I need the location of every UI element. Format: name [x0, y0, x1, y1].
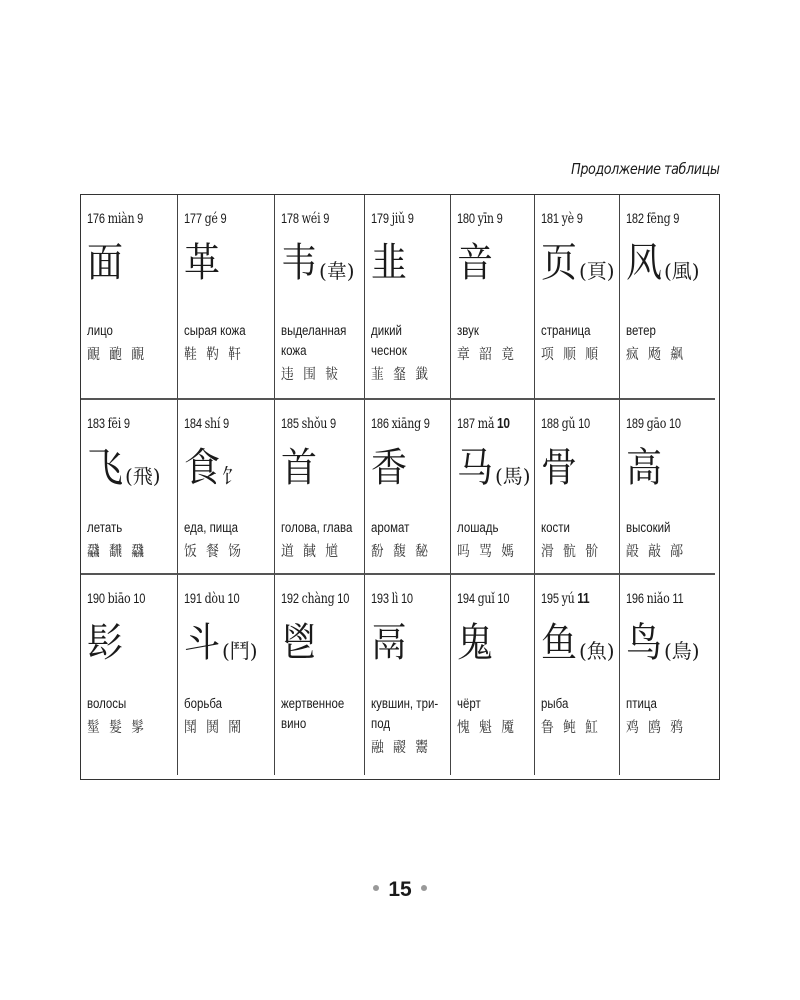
radical-variant: (鬥)	[222, 639, 258, 663]
radical-variant: (鳥)	[664, 639, 700, 663]
meaning-line: звук	[457, 323, 479, 338]
stroke-count: 9	[673, 211, 680, 226]
radical-number: 195	[541, 591, 559, 606]
stroke-count: 11	[577, 591, 590, 607]
radical-number: 186	[371, 416, 389, 431]
radical-variant: (飛)	[125, 464, 161, 488]
radical-header	[626, 416, 699, 432]
stroke-count: 11	[672, 591, 684, 606]
radical-header	[87, 416, 161, 432]
radical-number: 182	[626, 211, 644, 226]
radical-glyph-group	[184, 613, 274, 665]
radical-header	[371, 211, 436, 227]
table-cell	[275, 195, 365, 400]
meaning-line: жертвенное	[281, 696, 345, 711]
stroke-count: 9	[220, 211, 227, 226]
radical-pinyin: shǒu	[301, 416, 328, 432]
derived-characters: 疯 飏 飙	[626, 347, 686, 363]
meaning-line: голова, глава	[281, 520, 353, 535]
radical-glyph-group	[281, 613, 364, 665]
radical-character: 鸟	[626, 620, 662, 666]
radical-glyph-group	[281, 438, 364, 490]
radical-number: 193	[371, 591, 389, 606]
radical-variant: (魚)	[579, 639, 615, 663]
stroke-count: 9	[496, 211, 503, 226]
radical-character: 斗	[184, 620, 220, 666]
radical-number: 189	[626, 416, 644, 431]
radical-pinyin: lì	[391, 591, 399, 607]
radical-number: 179	[371, 211, 389, 226]
table-cell	[365, 400, 451, 575]
radical-glyph-group	[184, 233, 274, 285]
radical-character: 髟	[87, 620, 123, 666]
meaning-line: волосы	[87, 696, 127, 711]
radical-character: 页	[541, 240, 577, 286]
stroke-count: 10	[227, 591, 240, 606]
radical-header	[541, 591, 605, 607]
table-cell	[365, 195, 451, 400]
radical-header	[371, 416, 436, 432]
radical-meaning	[281, 321, 365, 361]
radical-pinyin: chàng	[301, 591, 335, 607]
radical-number: 177	[184, 211, 202, 226]
radical-character: 高	[626, 445, 662, 491]
radical-pinyin: fēng	[646, 211, 671, 227]
meaning-line: аромат	[371, 520, 410, 535]
radical-header	[184, 416, 258, 432]
radical-glyph-group	[626, 233, 715, 285]
radical-character: 骨	[541, 445, 577, 491]
radical-number: 183	[87, 416, 105, 431]
radical-glyph-group	[626, 613, 715, 665]
meaning-line: выделанная	[281, 323, 347, 338]
radical-pinyin: gāo	[646, 416, 667, 432]
radical-glyph-group	[87, 613, 177, 665]
radical-meaning	[87, 694, 178, 714]
radical-header	[626, 211, 699, 227]
table-continuation-caption: Продолжение таблицы	[570, 160, 719, 178]
radical-meaning	[457, 321, 535, 341]
derived-characters: 道 馘 馗	[281, 544, 341, 560]
radical-number: 194	[457, 591, 475, 606]
radical-header	[281, 416, 349, 432]
bullet-dot-icon	[421, 885, 427, 891]
stroke-count: 9	[407, 211, 414, 226]
radical-meaning	[541, 321, 620, 341]
derived-characters: 融 鬷 鬻	[371, 740, 431, 756]
radical-header	[541, 416, 605, 432]
radical-pinyin: xiāng	[391, 416, 421, 432]
table-cell	[535, 195, 620, 400]
meaning-line: еда, пища	[184, 520, 239, 535]
radical-character: 鬯	[281, 620, 317, 666]
radical-number: 191	[184, 591, 202, 606]
radical-character: 风	[626, 240, 662, 286]
radical-glyph-group	[371, 613, 450, 665]
radical-character: 鬲	[371, 620, 407, 666]
radical-meaning	[184, 694, 275, 714]
radical-meaning	[626, 518, 715, 538]
radical-glyph-group	[371, 438, 450, 490]
derived-characters: 馚 馥 馝	[371, 544, 431, 560]
stroke-count: 10	[133, 591, 146, 606]
radical-pinyin: shí	[204, 416, 221, 432]
radical-number: 190	[87, 591, 105, 606]
stroke-count: 9	[323, 211, 330, 226]
radical-character: 食	[184, 445, 220, 491]
radical-header	[184, 211, 258, 227]
table-cell	[178, 195, 275, 400]
radical-header	[184, 591, 258, 607]
stroke-count: 10	[400, 591, 413, 606]
stroke-count: 9	[423, 416, 430, 431]
radical-glyph-group	[541, 233, 619, 285]
radical-character: 鱼	[541, 620, 577, 666]
radical-meaning	[626, 694, 715, 714]
radical-pinyin: fēi	[107, 416, 122, 432]
radicals-table	[80, 194, 720, 780]
radical-variant: (風)	[664, 259, 700, 283]
radical-header	[371, 591, 436, 607]
radical-pinyin: wéi	[301, 211, 321, 227]
radical-pinyin: yè	[561, 211, 574, 227]
radical-character: 香	[371, 445, 407, 491]
stroke-count: 10	[497, 591, 510, 606]
radical-number: 176	[87, 211, 105, 226]
radical-glyph-group	[457, 613, 534, 665]
radical-number: 187	[457, 416, 475, 431]
radical-character: 马	[457, 445, 493, 491]
derived-characters: 靦 靤 靦	[87, 347, 147, 363]
radical-glyph-group	[457, 233, 534, 285]
radical-variant: (韋)	[319, 259, 355, 283]
derived-characters: 飝 飜 飝	[87, 544, 147, 560]
radical-header	[457, 211, 520, 227]
page-number-text: 15	[388, 878, 412, 901]
stroke-count: 10	[669, 416, 681, 431]
radical-variant: (頁)	[579, 259, 615, 283]
radical-character: 音	[457, 240, 493, 286]
radical-number: 185	[281, 416, 299, 431]
radical-glyph-group	[371, 233, 450, 285]
radical-pinyin: jiǔ	[391, 211, 405, 227]
radical-meaning	[87, 321, 178, 341]
table-cell	[451, 400, 535, 575]
derived-characters: 饭 餐 饧	[184, 544, 244, 560]
radical-variant: 饣	[222, 464, 242, 488]
radical-character: 革	[184, 240, 220, 286]
radical-character: 首	[281, 445, 317, 491]
meaning-line: под	[371, 716, 391, 731]
meaning-line: летать	[87, 520, 123, 535]
stroke-count: 9	[123, 416, 130, 431]
radical-glyph-group	[541, 613, 619, 665]
table-cell	[451, 195, 535, 400]
table-cell	[620, 575, 715, 775]
derived-characters: 违 围 韨	[281, 367, 341, 383]
radical-meaning	[541, 518, 620, 538]
table-cell	[535, 400, 620, 575]
radical-header	[541, 211, 605, 227]
stroke-count: 9	[223, 416, 229, 431]
meaning-line: кости	[541, 520, 570, 535]
radical-header	[87, 211, 161, 227]
derived-characters: 韮 韰 韱	[371, 367, 431, 383]
radical-meaning	[457, 518, 535, 538]
radical-character: 鬼	[457, 620, 493, 666]
derived-characters: 鸡 鸥 鸦	[626, 720, 686, 736]
stroke-count: 9	[330, 416, 336, 431]
radical-number: 196	[626, 591, 644, 606]
radical-meaning	[371, 518, 451, 538]
table-cell	[178, 400, 275, 575]
radical-meaning	[626, 321, 715, 341]
radical-meaning	[541, 694, 620, 714]
radical-pinyin: gé	[204, 211, 218, 227]
meaning-line: рыба	[541, 696, 569, 711]
table-cell	[81, 195, 178, 400]
radical-glyph-group	[87, 233, 177, 285]
radical-meaning	[184, 518, 275, 538]
derived-characters: 鞋 靮 靬	[184, 347, 244, 363]
meaning-line: вино	[281, 716, 307, 731]
derived-characters: 鬦 鬨 鬧	[184, 720, 244, 736]
radical-header	[281, 211, 349, 227]
radical-character: 韦	[281, 240, 317, 286]
radical-character: 韭	[371, 240, 407, 286]
derived-characters: 愧 魁 魇	[457, 720, 517, 736]
radical-number: 180	[457, 211, 475, 226]
radical-glyph-group	[184, 438, 274, 490]
radical-glyph-group	[626, 438, 715, 490]
radical-header	[87, 591, 161, 607]
meaning-line: борьба	[184, 696, 223, 711]
stroke-count: 10	[337, 591, 350, 606]
meaning-line: лошадь	[457, 520, 499, 535]
radical-meaning	[281, 518, 365, 538]
radical-meaning	[281, 694, 365, 734]
radical-meaning	[184, 321, 275, 341]
radical-number: 181	[541, 211, 559, 226]
radical-pinyin: yīn	[477, 211, 494, 227]
radical-variant: (馬)	[495, 464, 531, 488]
radical-header	[457, 591, 520, 607]
table-cell	[81, 575, 178, 775]
radical-pinyin: niǎo	[646, 591, 670, 607]
page-number	[0, 878, 800, 902]
table-cell	[365, 575, 451, 775]
stroke-count: 9	[576, 211, 583, 226]
derived-characters: 髽 髮 髳	[87, 720, 147, 736]
radical-glyph-group	[87, 438, 177, 490]
radical-pinyin: gǔ	[561, 416, 576, 432]
radical-pinyin: miàn	[107, 211, 135, 227]
meaning-line: ветер	[626, 323, 656, 338]
table-cell	[620, 195, 715, 400]
meaning-line: лицо	[87, 323, 113, 338]
table-cell	[81, 400, 178, 575]
radical-header	[281, 591, 349, 607]
meaning-line: кувшин, три-	[371, 696, 439, 711]
meaning-line: птица	[626, 696, 657, 711]
meaning-line: сырая кожа	[184, 323, 246, 338]
derived-characters: 吗 骂 媽	[457, 544, 517, 560]
radical-pinyin: mǎ	[477, 416, 495, 432]
table-cell	[451, 575, 535, 775]
meaning-line: страница	[541, 323, 591, 338]
derived-characters: 鲁 鲀 魟	[541, 720, 601, 736]
radical-meaning	[87, 518, 178, 538]
meaning-line: кожа	[281, 343, 307, 358]
radical-header	[457, 416, 520, 432]
stroke-count: 10	[578, 416, 590, 431]
stroke-count: 10	[497, 416, 510, 432]
table-cell	[178, 575, 275, 775]
table-cell	[535, 575, 620, 775]
radical-number: 184	[184, 416, 202, 431]
table-cell	[275, 400, 365, 575]
radical-number: 192	[281, 591, 299, 606]
radical-meaning	[371, 694, 451, 734]
radical-meaning	[371, 321, 451, 361]
radical-glyph-group	[457, 438, 534, 490]
derived-characters: 毃 敲 鄗	[626, 544, 686, 560]
derived-characters: 滑 骯 骱	[541, 544, 601, 560]
radical-glyph-group	[541, 438, 619, 490]
meaning-line: высокий	[626, 520, 671, 535]
radical-number: 188	[541, 416, 559, 431]
radical-pinyin: guǐ	[477, 591, 495, 607]
radical-number: 178	[281, 211, 299, 226]
meaning-line: чеснок	[371, 343, 407, 358]
radical-header	[626, 591, 699, 607]
derived-characters: 项 顺 順	[541, 347, 601, 363]
stroke-count: 9	[137, 211, 144, 226]
table-cell	[620, 400, 715, 575]
radical-character: 面	[87, 240, 123, 286]
radical-pinyin: dòu	[204, 591, 225, 607]
meaning-line: дикий	[371, 323, 402, 338]
radical-character: 飞	[87, 445, 123, 491]
table-cell	[275, 575, 365, 775]
radical-pinyin: biāo	[107, 591, 131, 607]
radical-pinyin: yú	[561, 591, 575, 607]
derived-characters: 章 韶 竟	[457, 347, 517, 363]
radical-meaning	[457, 694, 535, 714]
radical-glyph-group	[281, 233, 364, 285]
meaning-line: чёрт	[457, 696, 481, 711]
bullet-dot-icon	[373, 885, 379, 891]
